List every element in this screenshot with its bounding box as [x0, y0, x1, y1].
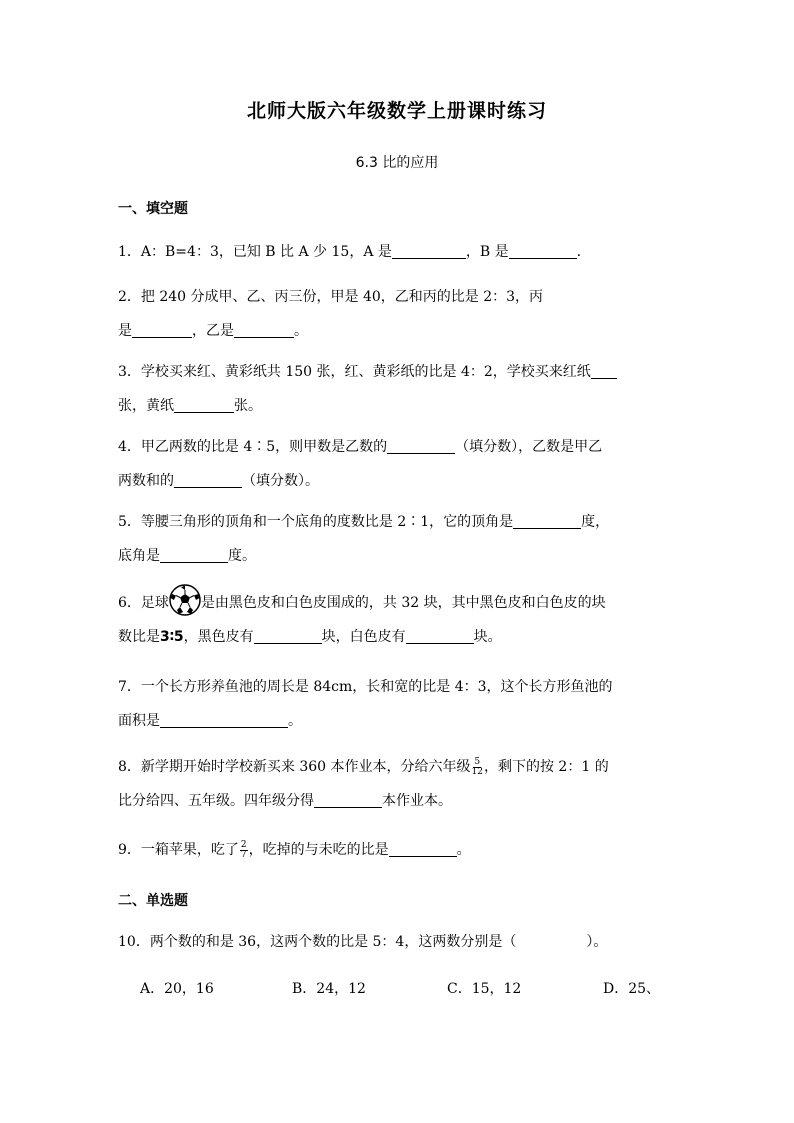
answer-blank[interactable] — [389, 838, 457, 857]
question-1: 1．A：B=4：3，已知 B 比 A 少 15，A 是 ，B 是 . — [118, 235, 678, 269]
answer-blank[interactable] — [254, 625, 322, 644]
question-3: 3．学校买来红、黄彩纸共 150 张，红、黄彩纸的比是 4：2，学校买来红纸 张，黄纸 张。 — [118, 355, 678, 423]
question-5: 5．等腰三角形的顶角和一个底角的度数比是 2∶1，它的顶角是 度， 底角是 度。 — [118, 505, 678, 573]
question-2: 2．把 240 分成甲、乙、丙三份，甲是 40，乙和丙的比是 2：3，丙 是 ，乙是 。 — [118, 289, 544, 339]
question-8: 8．新学期开始时学校新买来 360 本作业本，分给六年级 $\frac{5}{12}$ ，剩下的按 2：1 的 比分给四、五年级。四年级分得 本作业本。 — [118, 756, 609, 809]
answer-blank[interactable] — [392, 240, 466, 259]
question-6: 6．足球 是由黑色皮和白色皮围成的，共 32 块，其中黑色皮和白色皮的块 数比是3∶5，黑色皮有 块，白色皮有 块。 — [118, 586, 678, 654]
answer-blank[interactable] — [387, 435, 455, 454]
answer-blank[interactable] — [132, 319, 192, 338]
option-a[interactable]: A．20，16 — [140, 981, 214, 997]
answer-blank[interactable] — [174, 469, 242, 488]
question-4: 4．甲乙两数的比是 4∶5，则甲数是乙数的 （填分数），乙数是甲乙 两数和的 （填分数）。 — [118, 430, 678, 498]
answer-blank[interactable] — [513, 510, 581, 529]
soccer-ball-icon — [169, 584, 201, 616]
section-fill-in: 一、填空题 — [118, 201, 188, 217]
page-title: 北师大版六年级数学上册课时练习 — [246, 100, 547, 122]
answer-blank[interactable] — [234, 319, 294, 338]
answer-blank[interactable] — [174, 394, 234, 413]
answer-blank[interactable] — [406, 625, 474, 644]
section-single-choice: 二、单选题 — [118, 893, 188, 909]
fraction: $\frac{2}{7}$ — [240, 839, 247, 860]
option-d[interactable]: D．25、 — [603, 981, 661, 997]
fraction: $\frac{5}{12}$ — [471, 756, 483, 777]
answer-blank[interactable] — [509, 240, 577, 259]
question-7: 7．一个长方形养鱼池的周长是 84cm，长和宽的比是 4：3，这个长方形鱼池的 面积是 。 — [118, 679, 613, 729]
question-10: 10．两个数的和是 36，这两个数的比是 5：4，这两数分别是（ ）。 — [118, 934, 608, 950]
answer-blank[interactable] — [314, 789, 382, 808]
answer-blank[interactable] — [591, 360, 617, 379]
page-subtitle: 6.3 比的应用 — [355, 155, 439, 171]
option-b[interactable]: B．24，12 — [292, 981, 366, 997]
answer-blank[interactable] — [160, 544, 228, 563]
answer-blank[interactable] — [160, 709, 288, 728]
option-c[interactable]: C．15，12 — [447, 981, 522, 997]
question-9: 9．一箱苹果，吃了 $\frac{2}{7}$ ，吃掉的与未吃的比是 。 — [118, 839, 471, 860]
